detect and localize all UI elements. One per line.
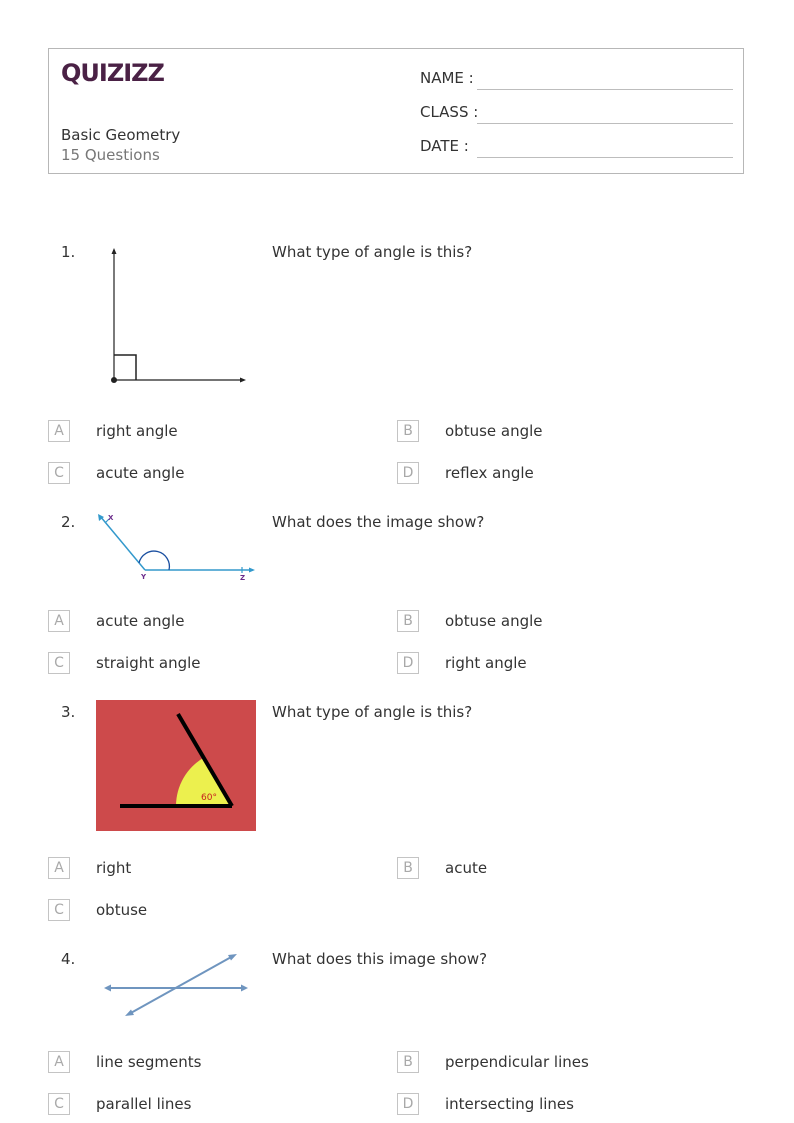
question-number: 3. [61, 703, 76, 721]
worksheet-header [48, 48, 744, 174]
option-text[interactable]: perpendicular lines [445, 1053, 589, 1071]
option-text[interactable]: obtuse angle [445, 612, 543, 630]
option-letter: C [48, 1093, 70, 1115]
option-text[interactable]: intersecting lines [445, 1095, 574, 1113]
name-label: NAME : [420, 69, 474, 87]
name-line[interactable] [477, 89, 733, 90]
class-label: CLASS : [420, 103, 479, 121]
option-text[interactable]: acute angle [96, 464, 185, 482]
option-letter: A [48, 420, 70, 442]
option-letter: A [48, 610, 70, 632]
question-text: What type of angle is this? [272, 243, 473, 261]
acute-angle-image [96, 700, 256, 831]
option-text[interactable]: right angle [445, 654, 527, 672]
option-text[interactable]: straight angle [96, 654, 201, 672]
question-number: 4. [61, 950, 76, 968]
obtuse-angle-image [95, 510, 265, 585]
option-letter: A [48, 857, 70, 879]
option-letter: B [397, 857, 419, 879]
option-text[interactable]: parallel lines [96, 1095, 192, 1113]
option-letter: D [397, 652, 419, 674]
date-line[interactable] [477, 157, 733, 158]
question-number: 1. [61, 243, 76, 261]
option-letter: B [397, 610, 419, 632]
question-count: 15 Questions [61, 146, 160, 164]
right-angle-image [100, 240, 260, 390]
question-text: What does this image show? [272, 950, 488, 968]
option-letter: D [397, 1093, 419, 1115]
intersecting-lines-image [96, 945, 256, 1025]
option-letter: C [48, 899, 70, 921]
vertex-label-y: Y [141, 573, 147, 581]
option-letter: C [48, 462, 70, 484]
vertex-label-x: X [108, 514, 114, 522]
question-number: 2. [61, 513, 76, 531]
option-text[interactable]: right [96, 859, 132, 877]
option-text[interactable]: obtuse angle [445, 422, 543, 440]
quizizz-logo: QUIZIZZ [61, 59, 164, 87]
question-text: What does the image show? [272, 513, 485, 531]
question-text: What type of angle is this? [272, 703, 473, 721]
option-letter: B [397, 1051, 419, 1073]
option-text[interactable]: reflex angle [445, 464, 534, 482]
class-line[interactable] [477, 123, 733, 124]
option-text[interactable]: obtuse [96, 901, 148, 919]
option-letter: B [397, 420, 419, 442]
vertex-label-z: Z [240, 574, 246, 582]
option-text[interactable]: acute [445, 859, 488, 877]
option-text[interactable]: right angle [96, 422, 178, 440]
option-text[interactable]: line segments [96, 1053, 202, 1071]
option-text[interactable]: acute angle [96, 612, 185, 630]
date-label: DATE : [420, 137, 469, 155]
option-letter: D [397, 462, 419, 484]
angle-measure-label: 60° [201, 793, 217, 803]
option-letter: A [48, 1051, 70, 1073]
worksheet-title: Basic Geometry [61, 126, 181, 144]
option-letter: C [48, 652, 70, 674]
